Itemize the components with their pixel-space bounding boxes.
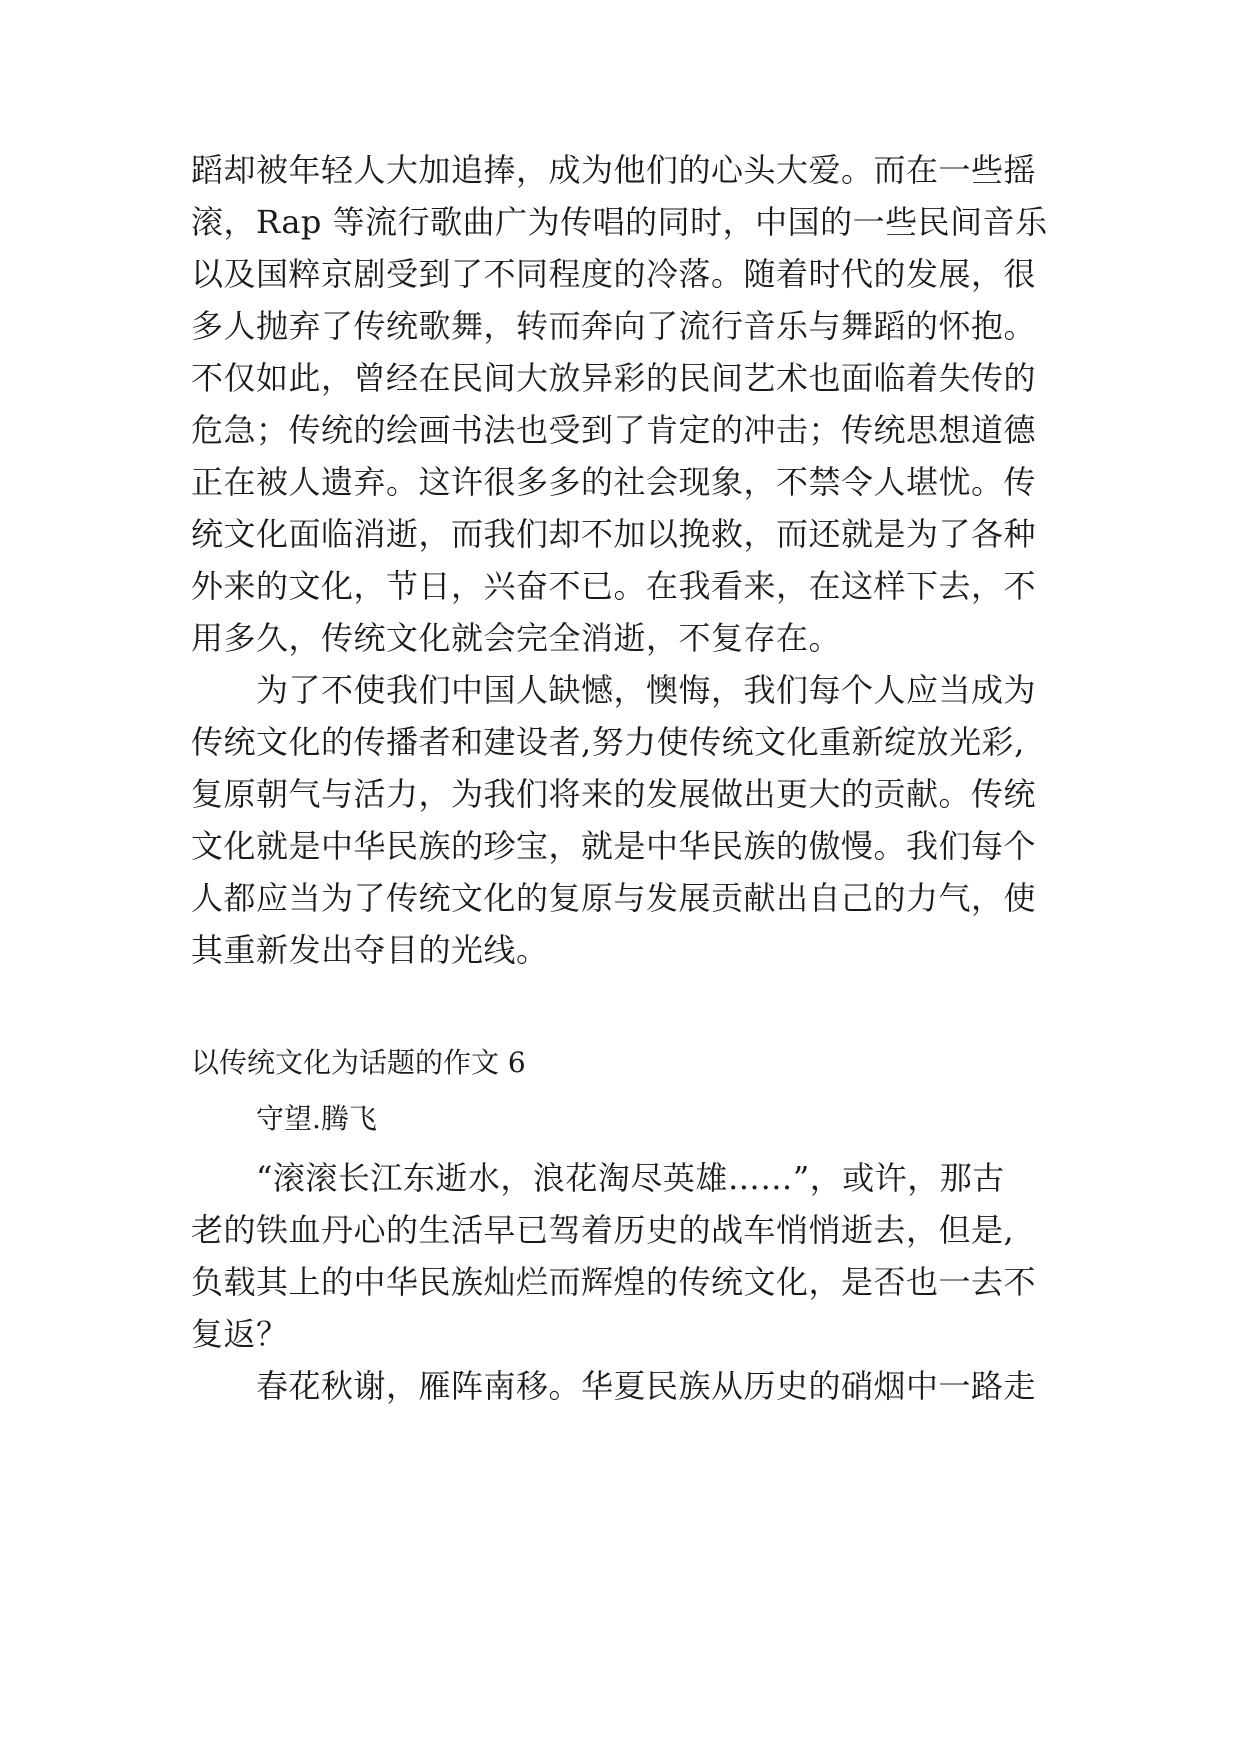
essay-subtitle: 守望.腾飞 — [256, 1102, 377, 1135]
paragraph-1-line-4: 多人抛弃了传统歌舞，转而奔向了流行音乐与舞蹈的怀抱。 — [191, 307, 1037, 345]
paragraph-1-line-7: 正在被人遗弃。这许很多多的社会现象，不禁令人堪忧。传 — [191, 463, 1037, 501]
paragraph-1-line-8: 统文化面临消逝，而我们却不加以挽救，而还就是为了各种 — [191, 515, 1037, 553]
paragraph-1-line-6: 危急；传统的绘画书法也受到了肯定的冲击；传统思想道德 — [191, 411, 1037, 449]
paragraph-1-line-2: 滚，Rap 等流行歌曲广为传唱的同时，中国的一些民间音乐 — [191, 203, 1048, 241]
paragraph-1-line-5: 不仅如此，曾经在民间大放异彩的民间艺术也面临着失传的 — [191, 359, 1037, 397]
paragraph-4-line-1: 春花秋谢，雁阵南移。华夏民族从历史的硝烟中一路走 — [256, 1367, 1037, 1405]
paragraph-2-line-5: 人都应当为了传统文化的复原与发展贡献出自己的力气，使 — [191, 879, 1037, 917]
paragraph-1-line-9: 外来的文化，节日，兴奋不已。在我看来，在这样下去，不 — [191, 567, 1037, 605]
paragraph-2-line-1: 为了不使我们中国人缺憾，懊悔，我们每个人应当成为 — [256, 671, 1037, 709]
essay-title: 以传统文化为话题的作文 6 — [191, 1046, 526, 1079]
paragraph-2-line-4: 文化就是中华民族的珍宝，就是中华民族的傲慢。我们每个 — [191, 827, 1037, 865]
paragraph-3-line-2: 老的铁血丹心的生活早已驾着历史的战车悄悄逝去，但是, — [191, 1211, 1015, 1249]
paragraph-1-line-1: 蹈却被年轻人大加追捧，成为他们的心头大爱。而在一些摇 — [191, 151, 1037, 189]
paragraph-3-line-1: “滚滚长江东逝水，浪花淘尽英雄……”，或许，那古 — [256, 1159, 1005, 1197]
paragraph-3-line-3: 负载其上的中华民族灿烂而辉煌的传统文化，是否也一去不 — [191, 1263, 1037, 1301]
paragraph-1-line-10: 用多久，传统文化就会完全消逝，不复存在。 — [191, 619, 842, 657]
paragraph-1-line-3: 以及国粹京剧受到了不同程度的冷落。随着时代的发展，很 — [191, 255, 1037, 293]
paragraph-2-line-6: 其重新发出夺目的光线。 — [191, 931, 549, 969]
paragraph-2-line-3: 复原朝气与活力，为我们将来的发展做出更大的贡献。传统 — [191, 775, 1037, 813]
paragraph-3-line-4: 复返？ — [191, 1315, 289, 1353]
paragraph-2-line-2: 传统文化的传播者和建设者,努力使传统文化重新绽放光彩, — [191, 723, 1025, 761]
